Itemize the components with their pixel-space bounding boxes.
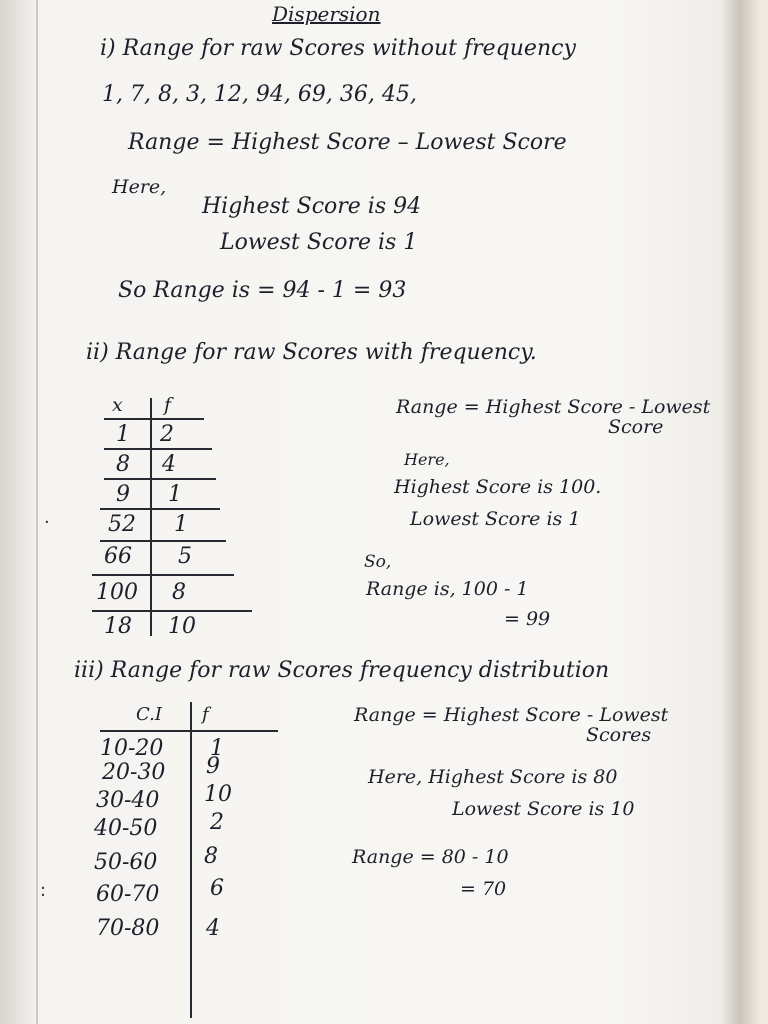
table-rule: [92, 574, 234, 576]
section2-formula: Range = Highest Score - Lowest: [396, 396, 711, 418]
table-cell: 5: [178, 544, 192, 569]
section1-scores: 1, 7, 8, 3, 12, 94, 69, 36, 45,: [102, 82, 417, 107]
table-rule: [104, 478, 216, 480]
table-header-x: x: [112, 394, 123, 416]
section2-so: So,: [364, 552, 392, 572]
section1-lowest: Lowest Score is 1: [220, 230, 418, 255]
section1-here: Here,: [112, 176, 167, 198]
margin-mark: ·: [44, 512, 50, 533]
table-rule: [92, 610, 252, 612]
table-cell: 50-60: [94, 850, 158, 875]
table-cell: 30-40: [96, 788, 160, 813]
table-cell: 4: [162, 452, 176, 477]
section2-result: Range is, 100 - 1: [366, 578, 529, 600]
table-cell: 10: [168, 614, 196, 639]
section2-formula-cont: Score: [608, 416, 664, 438]
table-cell: 1: [174, 512, 188, 537]
margin-line: [36, 0, 38, 1024]
table-cell: 40-50: [94, 816, 158, 841]
table-rule: [100, 540, 226, 542]
table-cell: 6: [210, 876, 224, 901]
page-title: Dispersion: [272, 2, 381, 26]
table-cell: 2: [160, 422, 174, 447]
table-rule: [100, 730, 278, 732]
table-cell: 4: [206, 916, 220, 941]
table-cell: 1: [210, 736, 224, 761]
table-header-ci: C.I: [136, 704, 162, 725]
section2-here: Here,: [404, 450, 450, 469]
table-cell: 100: [96, 580, 138, 605]
table-cell: 9: [116, 482, 130, 507]
table-cell: 8: [116, 452, 130, 477]
section3-lowest: Lowest Score is 10: [452, 798, 635, 820]
table-cell: 18: [104, 614, 132, 639]
table-header-f: f: [164, 394, 172, 416]
section2-result-cont: = 99: [504, 608, 551, 630]
table-cell: 20-30: [102, 760, 166, 785]
section3-formula-cont: Scores: [586, 724, 652, 746]
table-cell: 10: [204, 782, 232, 807]
table-divider: [150, 398, 152, 636]
section1-highest: Highest Score is 94: [202, 194, 422, 219]
section1-formula: Range = Highest Score – Lowest Score: [128, 130, 567, 155]
table-cell: 60-70: [96, 882, 160, 907]
section1-result: So Range is = 94 - 1 = 93: [118, 278, 407, 303]
table-rule: [104, 418, 204, 420]
table-cell: 8: [204, 844, 218, 869]
section1-heading: i) Range for raw Scores without frequency: [100, 36, 576, 61]
table-cell: 9: [206, 754, 220, 779]
section3-formula: Range = Highest Score - Lowest: [354, 704, 669, 726]
table-cell: 10-20: [100, 736, 164, 761]
margin-mark: :: [40, 880, 47, 901]
section3-result-cont: = 70: [460, 878, 507, 900]
table-cell: 1: [168, 482, 182, 507]
table-cell: 8: [172, 580, 186, 605]
table-cell: 66: [104, 544, 132, 569]
table-rule: [100, 508, 220, 510]
section2-lowest: Lowest Score is 1: [410, 508, 581, 530]
section2-highest: Highest Score is 100.: [394, 476, 602, 498]
table-cell: 1: [116, 422, 130, 447]
section3-result: Range = 80 - 10: [352, 846, 509, 868]
table-rule: [104, 448, 212, 450]
section2-heading: ii) Range for raw Scores with frequency.: [86, 340, 537, 365]
section3-highest: Here, Highest Score is 80: [368, 766, 618, 788]
section3-heading: iii) Range for raw Scores frequency distribution: [74, 658, 610, 683]
table-divider: [190, 702, 192, 1018]
table-cell: 52: [108, 512, 136, 537]
table-cell: 2: [210, 810, 224, 835]
table-cell: 70-80: [96, 916, 160, 941]
table-header-f: f: [202, 704, 209, 725]
